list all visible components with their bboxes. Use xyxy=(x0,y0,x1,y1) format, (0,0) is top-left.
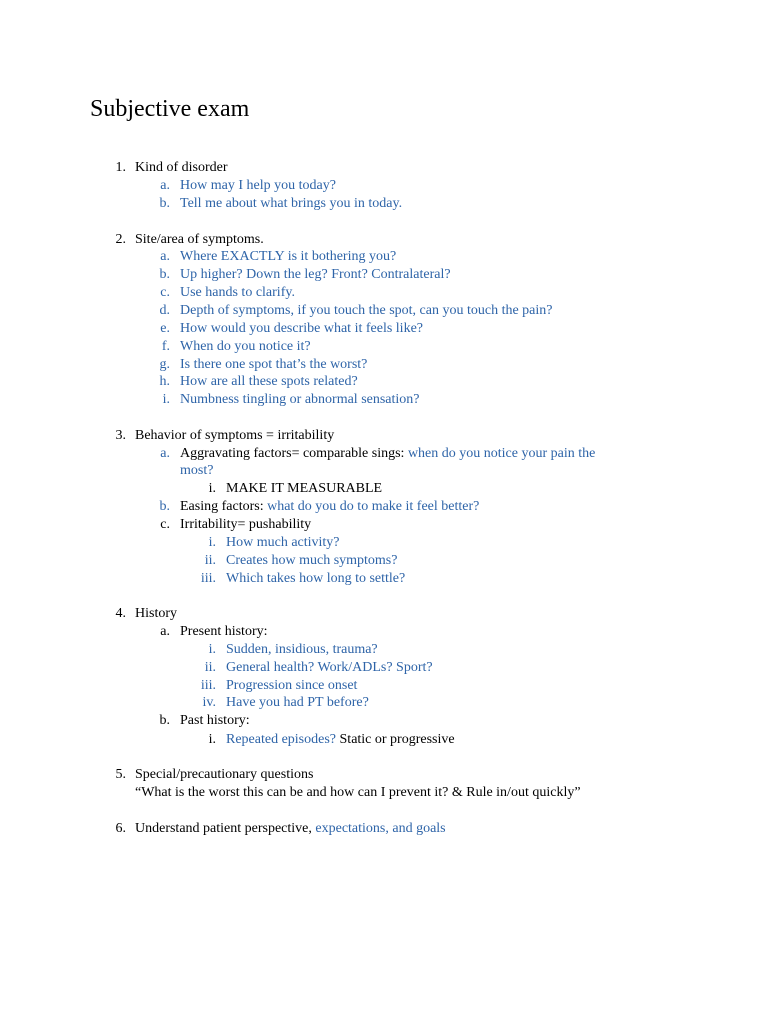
section-label: History xyxy=(135,606,177,621)
section-label: Understand patient perspective, xyxy=(135,821,316,836)
section-number: 6. xyxy=(115,821,126,836)
item-text: what do you do to make it feel better? xyxy=(267,499,480,514)
item-label: Aggravating factors= comparable sings: xyxy=(180,446,408,461)
section-label: Behavior of symptoms = irritability xyxy=(135,428,335,443)
section-number: 5. xyxy=(115,767,126,782)
section-label-blue: expectations, and goals xyxy=(315,821,446,836)
section-number: 3. xyxy=(115,428,126,443)
section-number: 4. xyxy=(115,606,126,621)
section-label: Site/area of symptoms. xyxy=(135,232,264,247)
item-label: Easing factors: xyxy=(180,499,268,514)
item-text: when do you notice your pain the xyxy=(407,446,596,461)
section-number: 2. xyxy=(115,232,126,247)
document-page: Subjective exam 1. Kind of disorder a. How may I help you today? b. Tell me about what brings you in today. 2. Site/area of symptoms. a. Where EXACTLY is it bothering you? b. Up higher? Down the leg? Front? Contralateral? c. Use hands to clarify. d. Depth of symptoms, if you touch the spot, can you touch the pain? e. How would you describe what it feels like? f. When do you notice it? g. Is there one spot that’s the worst? h. How are all these spots related? i. Numbness tingling or abnormal sensation? 3. Behavior of symptoms = irritability a. Aggravating factors= comparable sings: when do you notice your pain the most? i. MAKE IT MEASURABLE b. Easing factors: what do you do to make it feel better? c. Irritability= pushability i. How much activity? ii. Creates how much symptoms? iii. Which takes how long to settle? 4. History a. Present history: i. Sudden, insidious, trauma? ii. General health? Work/ADLs? Sport? iii. Progression since onset iv. Have you had PT before? b. Past history: i. Repeated episodes? Static or progressive 5. Special/precautionary questions “What is the worst this can be and how can I prevent it? & Rule in/out quickly” 6. Understand patient perspective, expectations, and goals xyxy=(90,96,596,836)
section-label: Kind of disorder xyxy=(135,160,228,175)
page-title: Subjective exam xyxy=(90,96,250,122)
section-number: 1. xyxy=(115,160,126,175)
section-label: Special/precautionary questions xyxy=(135,767,314,782)
